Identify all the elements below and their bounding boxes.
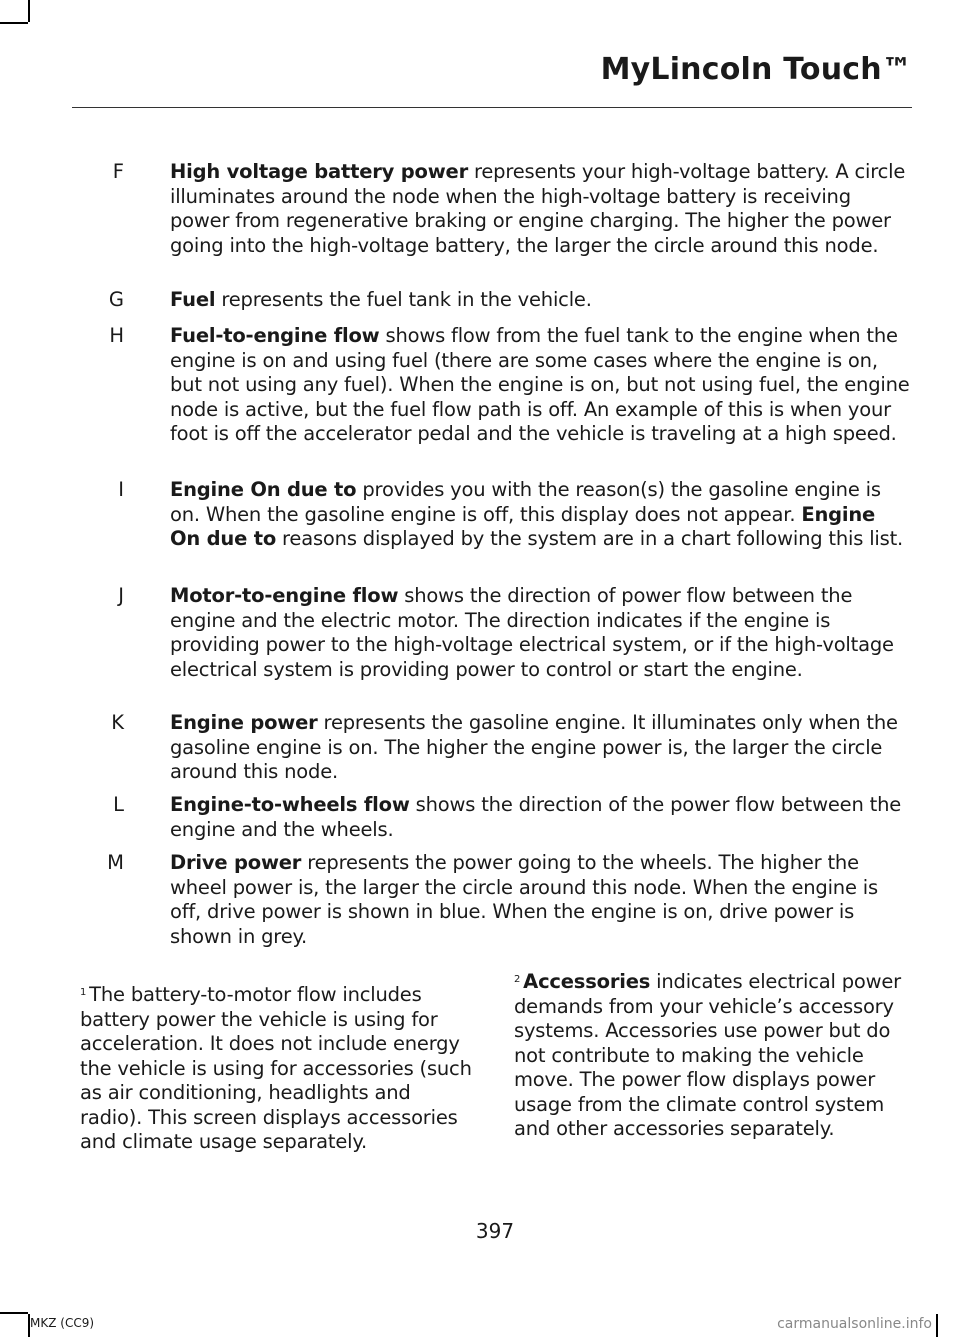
footnote-text: indicates electrical power demands from your vehicle’s accessory systems. Accessories use power but do not contribute to making the vehicle move. The power flow displays power usage from the climate control system and other accessories separately. [514, 970, 901, 1140]
item-letter: H [109, 324, 124, 347]
watermark: carmanualsonline.info [777, 1316, 932, 1332]
item-description [170, 478, 910, 552]
item-text: represents the power going to the wheels. The higher the wheel power is, the larger the circle around this node. When the engine is off, drive power is shown in blue. When the engine is on, drive power is shown in grey. [170, 851, 878, 948]
item-text: represents your high-voltage battery. A circle illuminates around the node when the high-voltage battery is receiving power from regenerative braking or engine charging. The higher the power going into the high-voltage battery, the larger the circle around this node. [170, 160, 906, 257]
item-letter: K [111, 711, 124, 734]
footnote-marker: 1 [80, 987, 87, 998]
item-term: Motor-to-engine flow [170, 584, 399, 607]
item-letter: L [113, 793, 124, 816]
page-title: MyLincoln Touch™ [600, 52, 912, 87]
crop-mark-bottom-left-horizontal [0, 1312, 28, 1314]
footnote-1 [80, 983, 475, 1155]
model-code: MKZ (CC9) [30, 1316, 95, 1330]
item-term: High voltage battery power [170, 160, 468, 183]
item-text: represents the gasoline engine. It illuminates only when the gasoline engine is on. The higher the engine power is, the larger the circle around this node. [170, 711, 898, 783]
item-description [170, 288, 910, 313]
item-letter: G [108, 288, 124, 311]
footnote-marker: 2 [514, 974, 521, 985]
footnote-term: Accessories [523, 970, 651, 993]
item-text: represents the fuel tank in the vehicle. [215, 288, 592, 311]
item-description [170, 851, 910, 949]
item-text: provides you with the reason(s) the gasoline engine is on. When the gasoline engine is off, this display does not appear. [170, 478, 881, 526]
page-number: 397 [475, 1219, 515, 1243]
item-term: Engine power [170, 711, 318, 734]
footnote-2 [514, 970, 914, 1142]
item-term: Fuel-to-engine flow [170, 324, 380, 347]
item-text: shows the direction of power flow between the engine and the electric motor. The direction indicates if the engine is providing power to the high-voltage electrical system, or if the high-voltage electrical system is providing power to control or start the engine. [170, 584, 894, 681]
footnote-text: The battery-to-motor flow includes battery power the vehicle is using for acceleration. It does not include energy the vehicle is using for accessories (such as air conditioning, headlights and radio). This screen displays accessories and climate usage separately. [80, 983, 472, 1153]
item-description [170, 324, 910, 447]
crop-mark-top-left-vertical [28, 0, 30, 22]
item-letter: M [107, 851, 124, 874]
item-term: Drive power [170, 851, 302, 874]
item-text: shows flow from the fuel tank to the engine when the engine is on and using fuel (there are some cases where the engine is on, but not using any fuel). When the engine is on, but not using fuel, the engine node is active, but the fuel flow path is off. An example of this is when your foot is off the accelerator pedal and the vehicle is traveling at a high speed. [170, 324, 910, 445]
item-text-2: reasons displayed by the system are in a chart following this list. [276, 527, 904, 550]
crop-mark-bottom-right-vertical [936, 1314, 938, 1337]
item-term: Engine On due to [170, 478, 357, 501]
item-text: shows the direction of the power flow between the engine and the wheels. [170, 793, 902, 841]
item-letter: I [118, 478, 124, 501]
header-divider [72, 107, 912, 108]
crop-mark-top-left-horizontal [0, 22, 28, 24]
item-term-2: Engine On due to [170, 502, 876, 550]
item-description [170, 793, 910, 842]
item-description [170, 711, 910, 785]
item-description [170, 584, 910, 682]
item-letter: F [112, 160, 124, 183]
item-term: Engine-to-wheels flow [170, 793, 410, 816]
item-description [170, 160, 910, 258]
item-term: Fuel [170, 288, 216, 311]
item-letter: J [118, 584, 124, 607]
